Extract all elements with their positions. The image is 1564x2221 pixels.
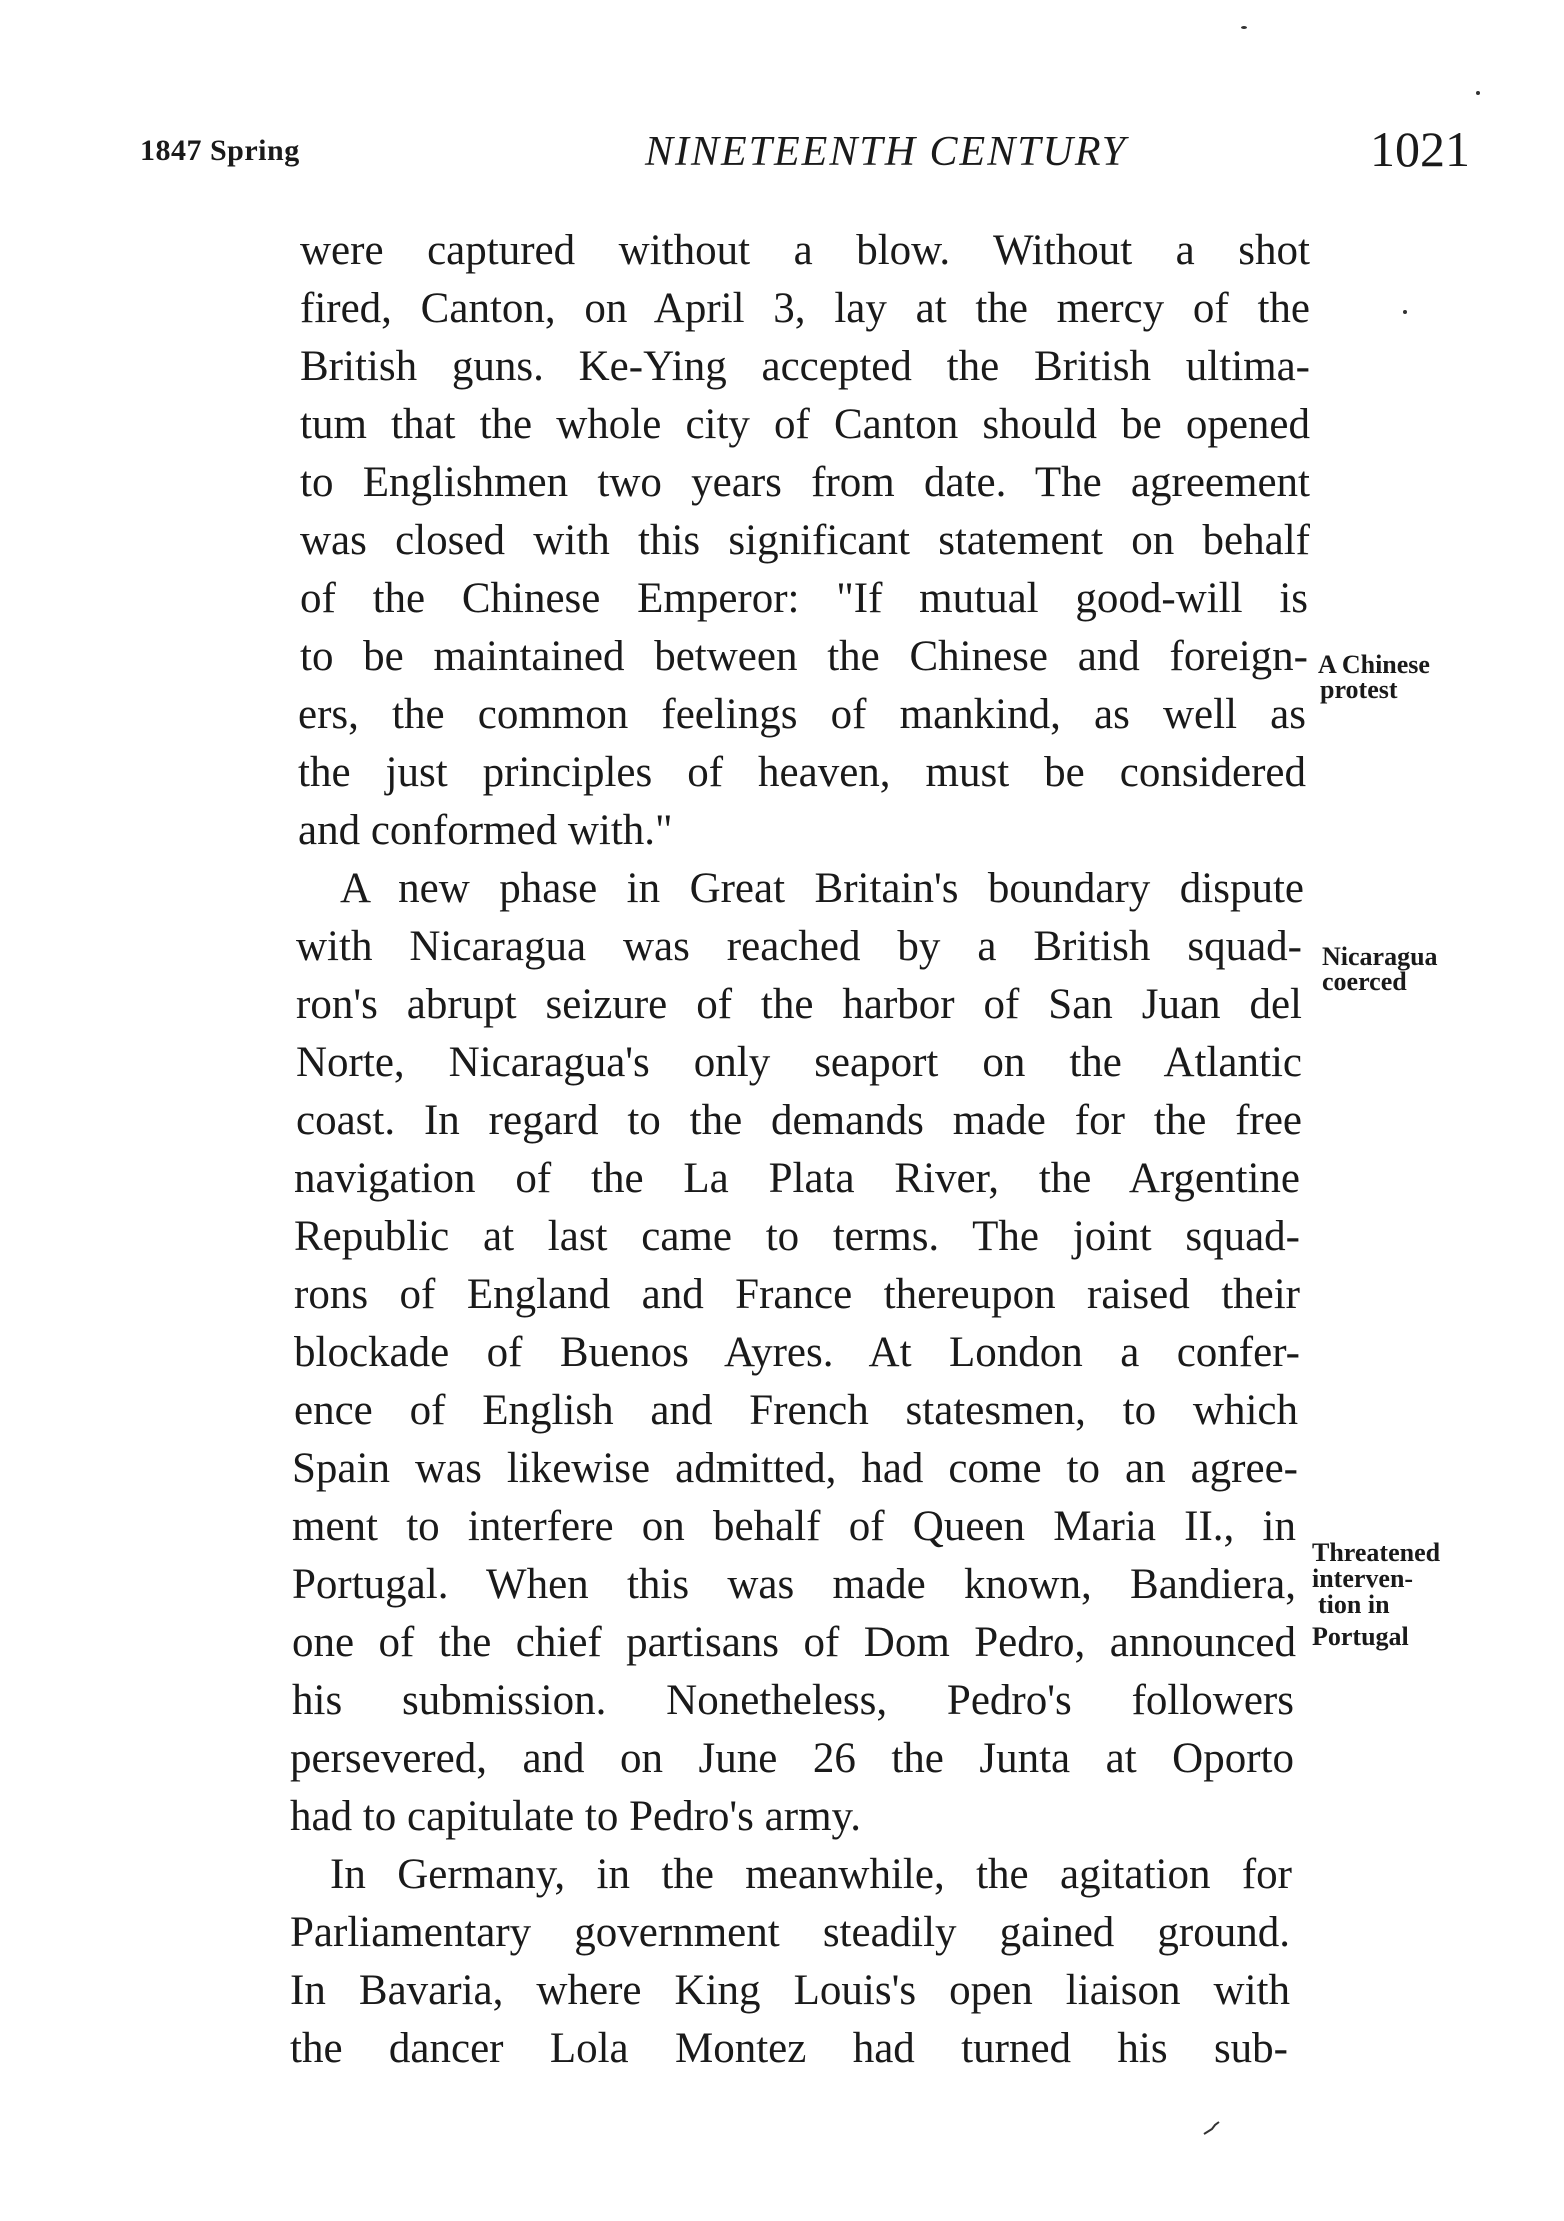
- body-line: Spain was likewise admitted, had come to an agree-: [292, 1445, 1298, 1492]
- print-speck: [1476, 91, 1480, 95]
- margin-note-line: Threatened: [1312, 1538, 1441, 1567]
- body-line: was closed with this significant statement on behalf: [300, 517, 1310, 564]
- body-line: of the Chinese Emperor: "If mutual good-will is: [300, 575, 1308, 622]
- body-line: A new phase in Great Britain's boundary dispute: [340, 865, 1304, 912]
- margin-note-line: Portugal: [1312, 1622, 1409, 1651]
- body-line: Republic at last came to terms. The joint squad-: [294, 1213, 1300, 1260]
- body-line: his submission. Nonetheless, Pedro's followers: [292, 1677, 1294, 1724]
- margin-note-line: coerced: [1322, 967, 1407, 996]
- margin-note-line: tion in: [1318, 1590, 1390, 1619]
- body-line: navigation of the La Plata River, the Argentine: [294, 1155, 1300, 1202]
- body-line: were captured without a blow. Without a shot: [300, 227, 1310, 274]
- body-line: and conformed with.": [298, 807, 673, 854]
- print-speck: [1241, 26, 1247, 29]
- body-line: the just principles of heaven, must be considered: [298, 749, 1306, 796]
- margin-note-line: interven-: [1312, 1564, 1414, 1593]
- page-number: 1021: [1370, 121, 1470, 177]
- print-speck: [1202, 2120, 1222, 2136]
- body-line: In Germany, in the meanwhile, the agitation for: [330, 1851, 1292, 1898]
- body-line: ers, the common feelings of mankind, as well as: [298, 691, 1306, 738]
- body-line: to Englishmen two years from date. The agreement: [300, 459, 1310, 506]
- body-line: Norte, Nicaragua's only seaport on the Atlantic: [296, 1039, 1302, 1086]
- body-line: one of the chief partisans of Dom Pedro, announced: [292, 1619, 1296, 1666]
- body-line: ence of English and French statesmen, to which: [294, 1387, 1298, 1434]
- body-line: the dancer Lola Montez had turned his sub-: [290, 2025, 1288, 2072]
- body-line: Parliamentary government steadily gained ground.: [290, 1909, 1290, 1956]
- margin-note-line: Nicaragua: [1322, 942, 1438, 971]
- body-line: fired, Canton, on April 3, lay at the mercy of the: [300, 285, 1310, 332]
- margin-note-line: protest: [1320, 675, 1398, 704]
- body-line: coast. In regard to the demands made for the free: [296, 1097, 1302, 1144]
- margin-note-line: A Chinese: [1318, 650, 1430, 679]
- running-header-date: 1847 Spring: [140, 134, 300, 167]
- body-line: with Nicaragua was reached by a British squad-: [296, 923, 1302, 970]
- print-speck: [1403, 310, 1407, 314]
- body-line: to be maintained between the Chinese and foreign-: [300, 633, 1308, 680]
- body-line: rons of England and France thereupon raised their: [294, 1271, 1300, 1318]
- body-line: ment to interfere on behalf of Queen Maria II., in: [292, 1503, 1296, 1550]
- body-line: tum that the whole city of Canton should be opened: [300, 401, 1310, 448]
- body-line: blockade of Buenos Ayres. At London a confer-: [294, 1329, 1300, 1376]
- body-line: British guns. Ke-Ying accepted the British ultima-: [300, 343, 1310, 390]
- body-line: Portugal. When this was made known, Bandiera,: [292, 1561, 1296, 1608]
- body-line: persevered, and on June 26 the Junta at Oporto: [290, 1735, 1294, 1782]
- running-header-title: NINETEENTH CENTURY: [645, 129, 1128, 175]
- body-line: In Bavaria, where King Louis's open liaison with: [290, 1967, 1290, 2014]
- body-line: had to capitulate to Pedro's army.: [290, 1793, 861, 1840]
- body-line: ron's abrupt seizure of the harbor of San Juan del: [296, 981, 1302, 1028]
